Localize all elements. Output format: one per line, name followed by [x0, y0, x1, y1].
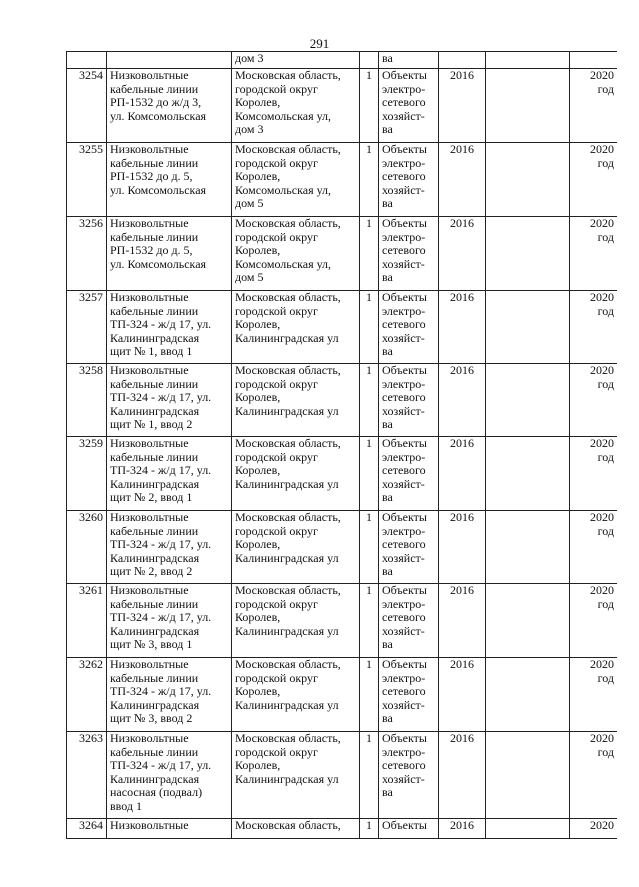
- cell-plan: 2020 год: [570, 511, 618, 584]
- cell-name: Низковольтные кабельные линии РП-1532 до д. 5, ул. Комсомольская: [107, 217, 232, 291]
- cell-num: 3259: [67, 437, 107, 511]
- cell-qty: 1: [360, 291, 379, 364]
- cell-note: [486, 437, 570, 511]
- cell-note: [486, 291, 570, 364]
- cell-note: [486, 69, 570, 143]
- cell-type: Объекты электро- сетевого хозяйст- ва: [379, 437, 439, 511]
- cell-num: 3263: [67, 732, 107, 819]
- cell-note: [486, 364, 570, 437]
- table-row: [67, 732, 618, 819]
- cell-type: Объекты электро- сетевого хозяйст- ва: [379, 143, 439, 217]
- cell-year: 2016: [439, 291, 486, 364]
- cell-plan: 2020 год: [570, 584, 618, 658]
- cell-plan: 2020 год: [570, 69, 618, 143]
- table-row: [67, 584, 618, 658]
- document-sheet: [66, 51, 617, 882]
- cell-address: Московская область, городской округ Королев, Калининградская ул: [232, 291, 360, 364]
- cell-address: Московская область, городской округ Королев, Комсомольская ул, дом 3: [232, 69, 360, 143]
- cell-qty: 1: [360, 511, 379, 584]
- cell-note: [486, 217, 570, 291]
- cell-type: Объекты электро- сетевого хозяйст- ва: [379, 69, 439, 143]
- cell-num: 3260: [67, 511, 107, 584]
- cell-address: дом 3: [232, 52, 360, 69]
- cell-num: 3258: [67, 364, 107, 437]
- cell-plan: 2020 год: [570, 364, 618, 437]
- cell-num: 3261: [67, 584, 107, 658]
- cell-name: Низковольтные кабельные линии ТП-324 - ж/д 17, ул. Калининградская щит № 2, ввод 2: [107, 511, 232, 584]
- cell-type: Объекты электро- сетевого хозяйст- ва: [379, 732, 439, 819]
- cell-plan: 2020 год: [570, 291, 618, 364]
- cell-address: Московская область, городской округ Королев, Калининградская ул: [232, 437, 360, 511]
- cell-type: Объекты электро- сетевого хозяйст- ва: [379, 658, 439, 732]
- table-row: [67, 511, 618, 584]
- table-row: [67, 217, 618, 291]
- cell-type: Объекты электро- сетевого хозяйст- ва: [379, 291, 439, 364]
- cell-name: Низковольтные кабельные линии РП-1532 до ж/д 3, ул. Комсомольская: [107, 69, 232, 143]
- cell-name: Низковольтные кабельные линии ТП-324 - ж/д 17, ул. Калининградская щит № 2, ввод 1: [107, 437, 232, 511]
- cell-address: Московская область, городской округ Королев, Калининградская ул: [232, 511, 360, 584]
- cell-note: [486, 819, 570, 839]
- cell-address: Московская область, городской округ Королев, Калининградская ул: [232, 732, 360, 819]
- cell-plan: 2020 год: [570, 437, 618, 511]
- cell-plan: 2020 год: [570, 217, 618, 291]
- cell-qty: 1: [360, 437, 379, 511]
- cell-name: Низковольтные кабельные линии ТП-324 - ж/д 17, ул. Калининградская щит № 3, ввод 2: [107, 658, 232, 732]
- page-number: 291: [309, 36, 330, 51]
- cell-address: Московская область,: [232, 819, 360, 839]
- cell-year: 2016: [439, 437, 486, 511]
- cell-qty: 1: [360, 732, 379, 819]
- cell-type: Объекты электро- сетевого хозяйст- ва: [379, 511, 439, 584]
- registry-table-body: [67, 52, 618, 839]
- cell-name: [107, 52, 232, 69]
- cell-address: Московская область, городской округ Королев, Комсомольская ул, дом 5: [232, 143, 360, 217]
- cell-num: 3264: [67, 819, 107, 839]
- cell-address: Московская область, городской округ Королев, Калининградская ул: [232, 364, 360, 437]
- cell-type: Объекты электро- сетевого хозяйст- ва: [379, 364, 439, 437]
- table-row: [67, 819, 618, 839]
- cell-year: 2016: [439, 511, 486, 584]
- cell-num: 3262: [67, 658, 107, 732]
- cell-num: 3257: [67, 291, 107, 364]
- table-row: [67, 658, 618, 732]
- cell-year: 2016: [439, 217, 486, 291]
- continuation-row: [67, 52, 618, 69]
- cell-qty: 1: [360, 658, 379, 732]
- cell-year: 2016: [439, 69, 486, 143]
- cell-name: Низковольтные кабельные линии ТП-324 - ж/д 17, ул. Калининградская щит № 1, ввод 2: [107, 364, 232, 437]
- cell-qty: 1: [360, 143, 379, 217]
- cell-name: Низковольтные кабельные линии ТП-324 - ж/д 17, ул. Калининградская насосная (подвал) ввод 1: [107, 732, 232, 819]
- table-row: [67, 69, 618, 143]
- table-row: [67, 291, 618, 364]
- cell-type: Объекты: [379, 819, 439, 839]
- cell-year: 2016: [439, 819, 486, 839]
- table-row: [67, 143, 618, 217]
- cell-address: Московская область, городской округ Королев, Калининградская ул: [232, 658, 360, 732]
- cell-num: 3254: [67, 69, 107, 143]
- cell-year: [439, 52, 486, 69]
- cell-year: 2016: [439, 364, 486, 437]
- cell-year: 2016: [439, 658, 486, 732]
- cell-year: 2016: [439, 584, 486, 658]
- cell-num: 3255: [67, 143, 107, 217]
- cell-plan: 2020: [570, 819, 618, 839]
- cell-name: Низковольтные: [107, 819, 232, 839]
- cell-note: [486, 143, 570, 217]
- cell-num: 3256: [67, 217, 107, 291]
- cell-address: Московская область, городской округ Королев, Калининградская ул: [232, 584, 360, 658]
- cell-year: 2016: [439, 143, 486, 217]
- cell-note: [486, 584, 570, 658]
- cell-plan: 2020 год: [570, 732, 618, 819]
- cell-year: 2016: [439, 732, 486, 819]
- cell-qty: 1: [360, 69, 379, 143]
- cell-plan: 2020 год: [570, 658, 618, 732]
- cell-note: [486, 511, 570, 584]
- cell-name: Низковольтные кабельные линии ТП-324 - ж/д 17, ул. Калининградская щит № 1, ввод 1: [107, 291, 232, 364]
- cell-qty: 1: [360, 819, 379, 839]
- cell-num: [67, 52, 107, 69]
- cell-qty: 1: [360, 217, 379, 291]
- table-row: [67, 364, 618, 437]
- cell-qty: 1: [360, 584, 379, 658]
- cell-name: Низковольтные кабельные линии РП-1532 до д. 5, ул. Комсомольская: [107, 143, 232, 217]
- cell-qty: [360, 52, 379, 69]
- cell-address: Московская область, городской округ Королев, Комсомольская ул, дом 5: [232, 217, 360, 291]
- cell-type: Объекты электро- сетевого хозяйст- ва: [379, 584, 439, 658]
- cell-type: ва: [379, 52, 439, 69]
- registry-table: [66, 51, 617, 839]
- cell-plan: 2020 год: [570, 143, 618, 217]
- cell-qty: 1: [360, 364, 379, 437]
- cell-note: [486, 52, 570, 69]
- cell-type: Объекты электро- сетевого хозяйст- ва: [379, 217, 439, 291]
- cell-note: [486, 658, 570, 732]
- cell-note: [486, 732, 570, 819]
- cell-plan: [570, 52, 618, 69]
- table-row: [67, 437, 618, 511]
- cell-name: Низковольтные кабельные линии ТП-324 - ж/д 17, ул. Калининградская щит № 3, ввод 1: [107, 584, 232, 658]
